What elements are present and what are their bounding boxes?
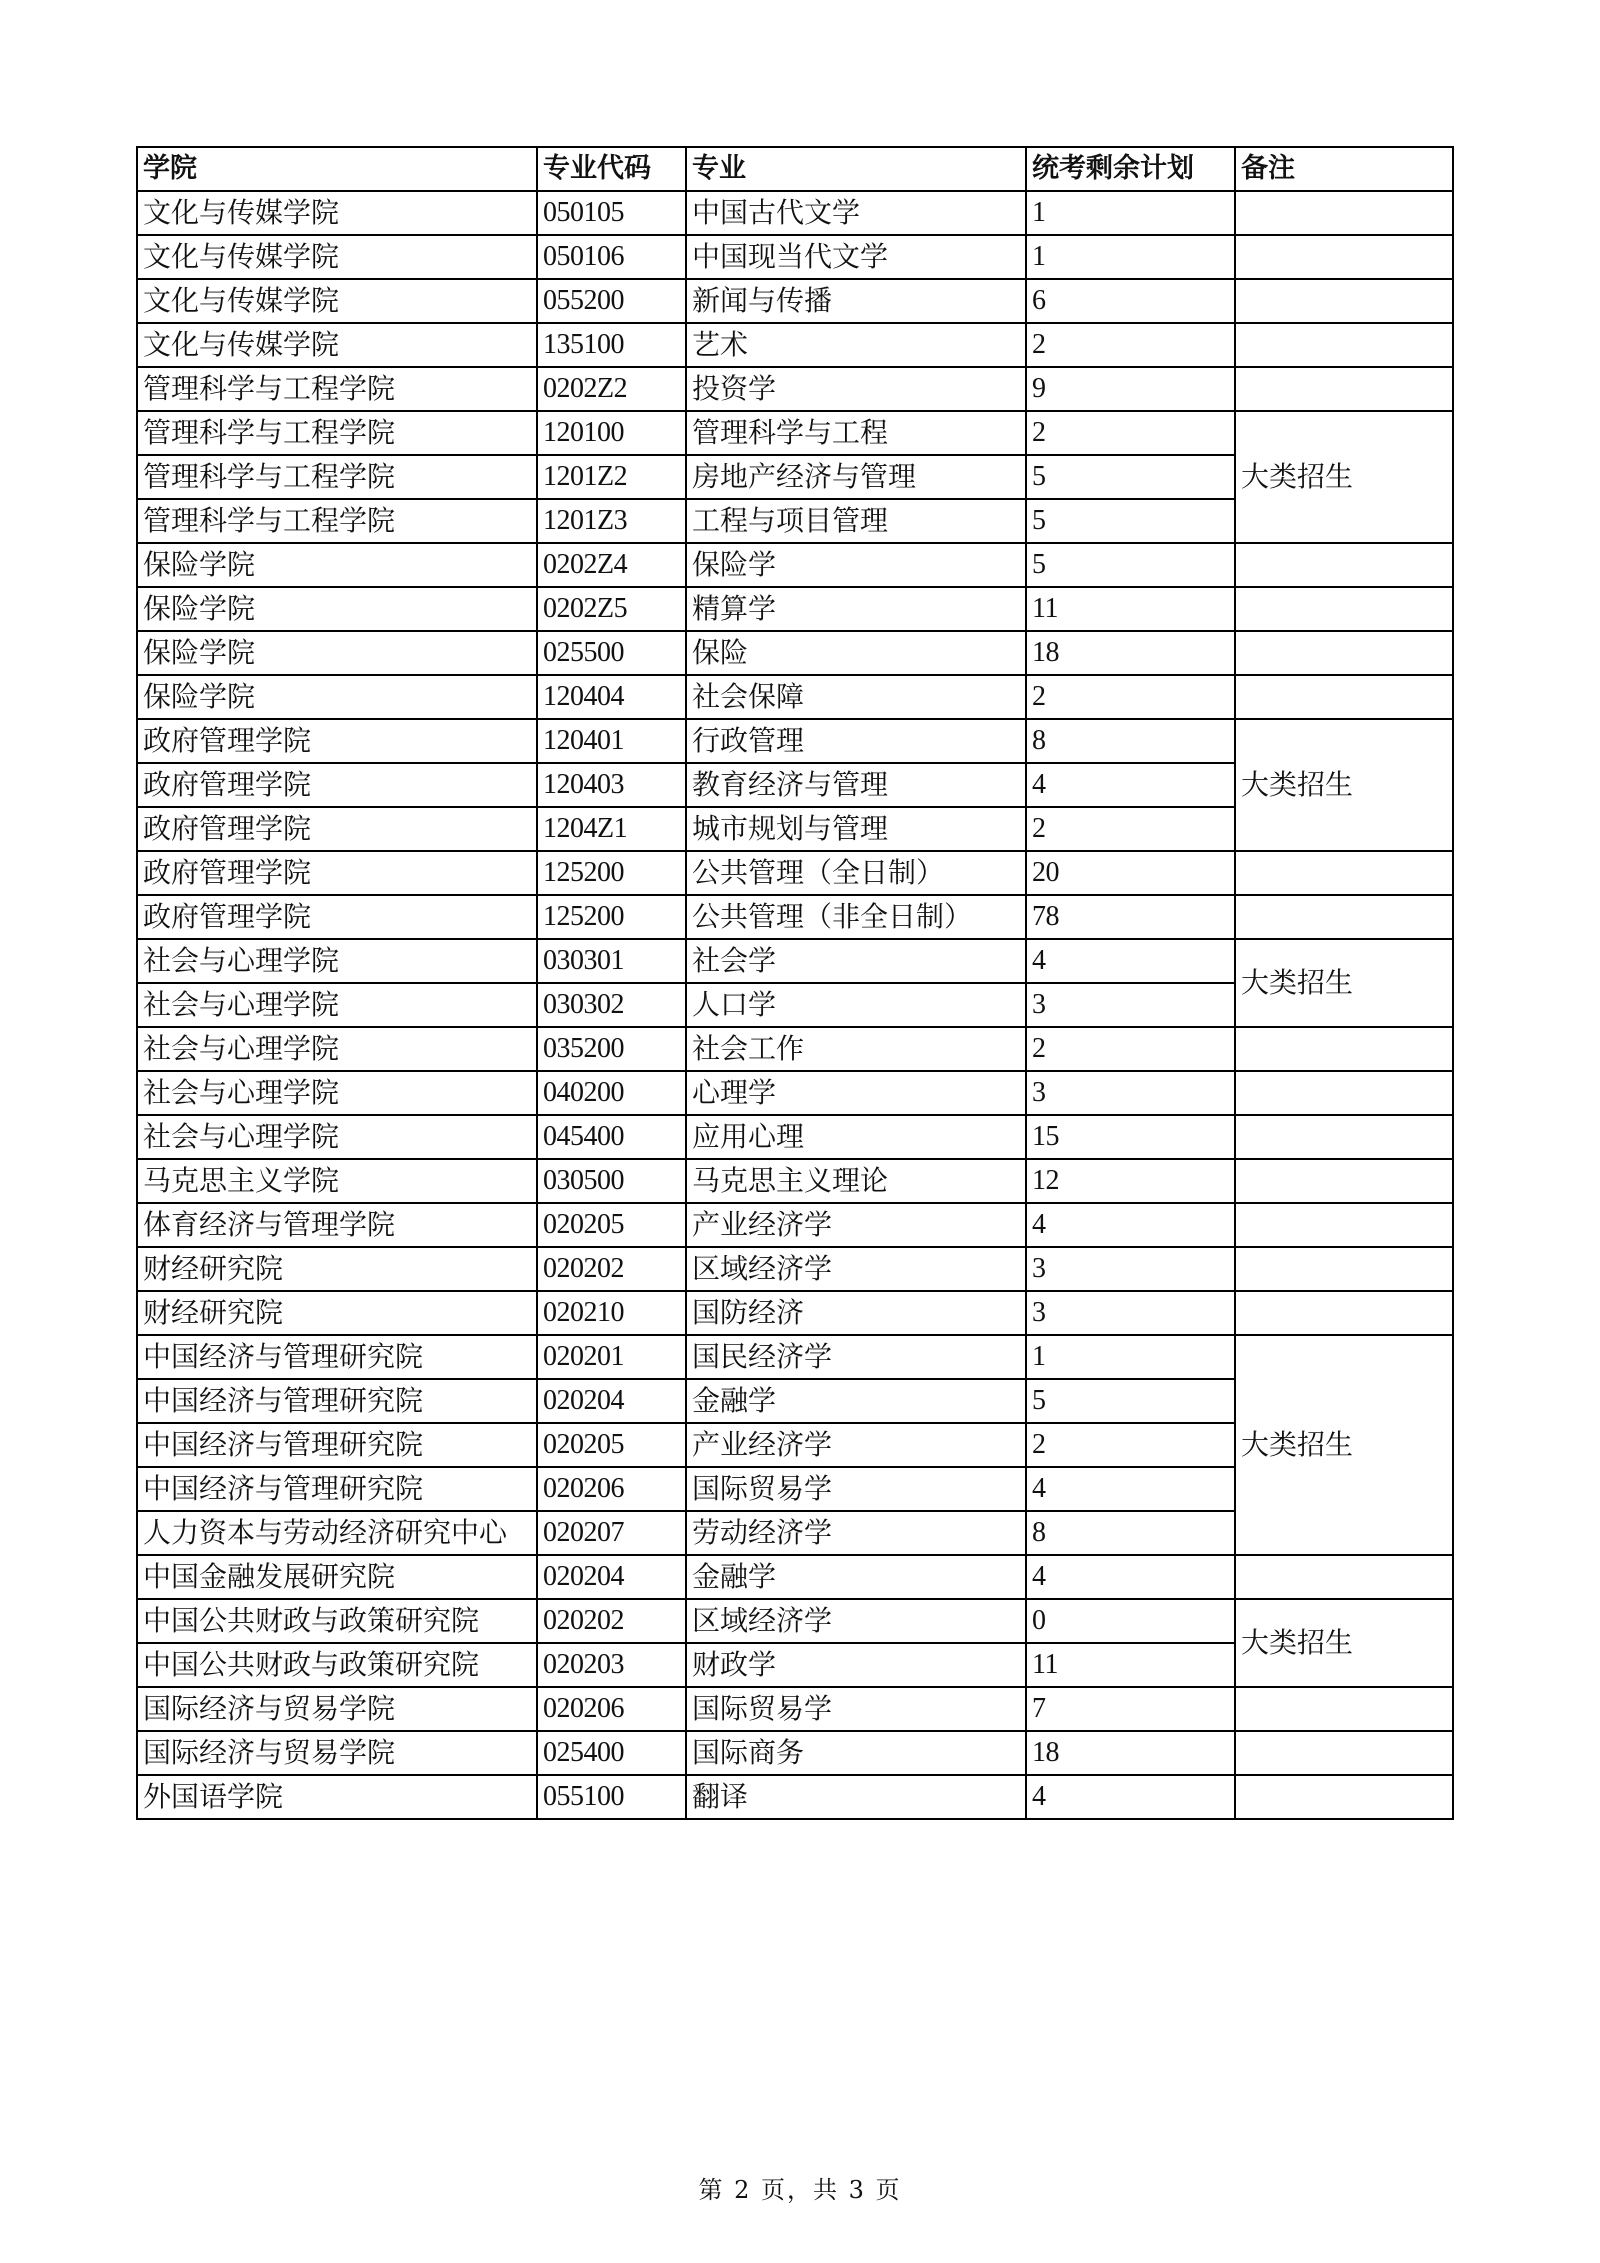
- remaining-quota-cell: 11: [1026, 1643, 1235, 1687]
- major-cell: 社会学: [686, 939, 1026, 983]
- remarks-cell: [1235, 675, 1453, 719]
- major-cell: 应用心理: [686, 1115, 1026, 1159]
- remaining-quota-cell: 5: [1026, 1379, 1235, 1423]
- major-code-cell: 020206: [537, 1687, 686, 1731]
- remarks-cell: [1235, 1247, 1453, 1291]
- remaining-quota-cell: 6: [1026, 279, 1235, 323]
- major-code-cell: 0202Z5: [537, 587, 686, 631]
- major-cell: 金融学: [686, 1379, 1026, 1423]
- college-cell: 中国金融发展研究院: [137, 1555, 537, 1599]
- remarks-cell: [1235, 1071, 1453, 1115]
- major-cell: 教育经济与管理: [686, 763, 1026, 807]
- remaining-quota-cell: 5: [1026, 455, 1235, 499]
- remaining-quota-cell: 3: [1026, 1247, 1235, 1291]
- remarks-cell: [1235, 631, 1453, 675]
- remaining-quota-cell: 20: [1026, 851, 1235, 895]
- college-cell: 管理科学与工程学院: [137, 367, 537, 411]
- remarks-cell: [1235, 1027, 1453, 1071]
- remarks-cell: [1235, 895, 1453, 939]
- major-cell: 城市规划与管理: [686, 807, 1026, 851]
- college-cell: 管理科学与工程学院: [137, 455, 537, 499]
- college-cell: 政府管理学院: [137, 895, 537, 939]
- remarks-cell: [1235, 191, 1453, 235]
- major-cell: 中国现当代文学: [686, 235, 1026, 279]
- remarks-cell: [1235, 1687, 1453, 1731]
- college-cell: 政府管理学院: [137, 851, 537, 895]
- college-cell: 人力资本与劳动经济研究中心: [137, 1511, 537, 1555]
- major-cell: 人口学: [686, 983, 1026, 1027]
- remarks-cell: [1235, 851, 1453, 895]
- remaining-quota-cell: 2: [1026, 1027, 1235, 1071]
- table-body: [137, 191, 1453, 1819]
- table-row: [137, 675, 1453, 719]
- college-cell: 管理科学与工程学院: [137, 411, 537, 455]
- table-row: [137, 1731, 1453, 1775]
- remaining-quota-cell: 78: [1026, 895, 1235, 939]
- table-row: [137, 411, 1453, 455]
- table-row: [137, 367, 1453, 411]
- college-cell: 财经研究院: [137, 1247, 537, 1291]
- major-code-cell: 0202Z4: [537, 543, 686, 587]
- header-major-code: 专业代码: [537, 147, 686, 191]
- table-row: [137, 1687, 1453, 1731]
- college-cell: 文化与传媒学院: [137, 323, 537, 367]
- major-code-cell: 1201Z2: [537, 455, 686, 499]
- page-number-footer: 第 2 页，共 3 页: [698, 2176, 902, 2204]
- table-row: [137, 939, 1453, 983]
- remarks-cell: [1235, 1291, 1453, 1335]
- major-cell: 区域经济学: [686, 1247, 1026, 1291]
- college-cell: 社会与心理学院: [137, 983, 537, 1027]
- header-remarks: 备注: [1235, 147, 1453, 191]
- remaining-quota-cell: 8: [1026, 719, 1235, 763]
- table-row: [137, 895, 1453, 939]
- remaining-quota-cell: 5: [1026, 499, 1235, 543]
- table-row: [137, 1247, 1453, 1291]
- college-cell: 国际经济与贸易学院: [137, 1731, 537, 1775]
- table-row: [137, 1071, 1453, 1115]
- major-code-cell: 0202Z2: [537, 367, 686, 411]
- remaining-quota-cell: 18: [1026, 1731, 1235, 1775]
- table-row: [137, 851, 1453, 895]
- major-cell: 投资学: [686, 367, 1026, 411]
- remaining-quota-cell: 2: [1026, 411, 1235, 455]
- remaining-quota-cell: 18: [1026, 631, 1235, 675]
- major-code-cell: 020204: [537, 1555, 686, 1599]
- major-cell: 产业经济学: [686, 1203, 1026, 1247]
- major-cell: 艺术: [686, 323, 1026, 367]
- major-cell: 精算学: [686, 587, 1026, 631]
- major-code-cell: 020210: [537, 1291, 686, 1335]
- remaining-quota-cell: 8: [1026, 1511, 1235, 1555]
- remaining-quota-cell: 3: [1026, 983, 1235, 1027]
- remarks-cell: [1235, 1115, 1453, 1159]
- major-cell: 行政管理: [686, 719, 1026, 763]
- college-cell: 财经研究院: [137, 1291, 537, 1335]
- college-cell: 体育经济与管理学院: [137, 1203, 537, 1247]
- college-cell: 社会与心理学院: [137, 1115, 537, 1159]
- remarks-cell: [1235, 367, 1453, 411]
- remaining-quota-cell: 1: [1026, 1335, 1235, 1379]
- remaining-quota-cell: 4: [1026, 1203, 1235, 1247]
- remarks-cell: [1235, 235, 1453, 279]
- college-cell: 政府管理学院: [137, 807, 537, 851]
- college-cell: 保险学院: [137, 675, 537, 719]
- remaining-quota-cell: 2: [1026, 807, 1235, 851]
- major-code-cell: 030500: [537, 1159, 686, 1203]
- major-code-cell: 035200: [537, 1027, 686, 1071]
- major-cell: 工程与项目管理: [686, 499, 1026, 543]
- remarks-cell: [1235, 1555, 1453, 1599]
- major-cell: 区域经济学: [686, 1599, 1026, 1643]
- table-row: [137, 543, 1453, 587]
- table-row: [137, 587, 1453, 631]
- remaining-quota-cell: 4: [1026, 1555, 1235, 1599]
- remarks-cell: [1235, 587, 1453, 631]
- major-cell: 保险学: [686, 543, 1026, 587]
- remaining-quota-cell: 1: [1026, 191, 1235, 235]
- major-cell: 国际商务: [686, 1731, 1026, 1775]
- table-row: [137, 631, 1453, 675]
- remaining-quota-cell: 11: [1026, 587, 1235, 631]
- remarks-cell: 大类招生: [1235, 1335, 1453, 1555]
- major-code-cell: 020201: [537, 1335, 686, 1379]
- major-cell: 公共管理（非全日制）: [686, 895, 1026, 939]
- major-cell: 新闻与传播: [686, 279, 1026, 323]
- college-cell: 政府管理学院: [137, 763, 537, 807]
- major-code-cell: 120403: [537, 763, 686, 807]
- major-code-cell: 030302: [537, 983, 686, 1027]
- remaining-quota-cell: 4: [1026, 1467, 1235, 1511]
- remarks-cell: [1235, 323, 1453, 367]
- major-code-cell: 055100: [537, 1775, 686, 1819]
- remaining-quota-cell: 1: [1026, 235, 1235, 279]
- major-cell: 国防经济: [686, 1291, 1026, 1335]
- table-row: [137, 279, 1453, 323]
- major-code-cell: 025400: [537, 1731, 686, 1775]
- remarks-cell: 大类招生: [1235, 719, 1453, 851]
- major-code-cell: 020202: [537, 1247, 686, 1291]
- major-code-cell: 120401: [537, 719, 686, 763]
- college-cell: 政府管理学院: [137, 719, 537, 763]
- table-row: [137, 1555, 1453, 1599]
- remarks-cell: [1235, 543, 1453, 587]
- remarks-cell: [1235, 1203, 1453, 1247]
- remarks-cell: [1235, 1775, 1453, 1819]
- major-cell: 国际贸易学: [686, 1687, 1026, 1731]
- major-cell: 社会工作: [686, 1027, 1026, 1071]
- remarks-cell: 大类招生: [1235, 411, 1453, 543]
- remaining-quota-cell: 9: [1026, 367, 1235, 411]
- major-code-cell: 1201Z3: [537, 499, 686, 543]
- table-row: [137, 1203, 1453, 1247]
- college-cell: 中国经济与管理研究院: [137, 1467, 537, 1511]
- college-cell: 国际经济与贸易学院: [137, 1687, 537, 1731]
- major-code-cell: 135100: [537, 323, 686, 367]
- table-row: [137, 1775, 1453, 1819]
- remaining-quota-cell: 5: [1026, 543, 1235, 587]
- major-cell: 金融学: [686, 1555, 1026, 1599]
- header-major: 专业: [686, 147, 1026, 191]
- remaining-quota-cell: 2: [1026, 1423, 1235, 1467]
- college-cell: 社会与心理学院: [137, 1071, 537, 1115]
- major-code-cell: 020203: [537, 1643, 686, 1687]
- remaining-quota-cell: 0: [1026, 1599, 1235, 1643]
- table-row: [137, 191, 1453, 235]
- college-cell: 保险学院: [137, 587, 537, 631]
- table-row: [137, 235, 1453, 279]
- header-college: 学院: [137, 147, 537, 191]
- college-cell: 文化与传媒学院: [137, 235, 537, 279]
- major-cell: 社会保障: [686, 675, 1026, 719]
- college-cell: 文化与传媒学院: [137, 279, 537, 323]
- college-cell: 社会与心理学院: [137, 939, 537, 983]
- major-code-cell: 020207: [537, 1511, 686, 1555]
- major-cell: 劳动经济学: [686, 1511, 1026, 1555]
- major-code-cell: 020205: [537, 1203, 686, 1247]
- major-cell: 产业经济学: [686, 1423, 1026, 1467]
- major-code-cell: 120404: [537, 675, 686, 719]
- remarks-cell: [1235, 279, 1453, 323]
- remaining-quota-cell: 4: [1026, 939, 1235, 983]
- major-code-cell: 020206: [537, 1467, 686, 1511]
- college-cell: 文化与传媒学院: [137, 191, 537, 235]
- major-code-cell: 020204: [537, 1379, 686, 1423]
- major-cell: 国际贸易学: [686, 1467, 1026, 1511]
- remarks-cell: [1235, 1731, 1453, 1775]
- major-code-cell: 020202: [537, 1599, 686, 1643]
- remaining-quota-cell: 3: [1026, 1291, 1235, 1335]
- remaining-quota-cell: 4: [1026, 763, 1235, 807]
- major-code-cell: 1204Z1: [537, 807, 686, 851]
- table-row: [137, 1159, 1453, 1203]
- major-cell: 管理科学与工程: [686, 411, 1026, 455]
- college-cell: 保险学院: [137, 631, 537, 675]
- table-row: [137, 1027, 1453, 1071]
- remaining-quota-cell: 7: [1026, 1687, 1235, 1731]
- major-cell: 中国古代文学: [686, 191, 1026, 235]
- major-code-cell: 030301: [537, 939, 686, 983]
- major-code-cell: 050106: [537, 235, 686, 279]
- major-code-cell: 125200: [537, 851, 686, 895]
- table-row: [137, 1335, 1453, 1379]
- major-cell: 房地产经济与管理: [686, 455, 1026, 499]
- major-cell: 心理学: [686, 1071, 1026, 1115]
- major-code-cell: 055200: [537, 279, 686, 323]
- table-row: [137, 1291, 1453, 1335]
- table-row: [137, 323, 1453, 367]
- table-row: [137, 1115, 1453, 1159]
- remaining-quota-cell: 2: [1026, 323, 1235, 367]
- college-cell: 中国公共财政与政策研究院: [137, 1599, 537, 1643]
- remaining-quota-cell: 12: [1026, 1159, 1235, 1203]
- remarks-cell: 大类招生: [1235, 939, 1453, 1027]
- major-cell: 财政学: [686, 1643, 1026, 1687]
- college-cell: 管理科学与工程学院: [137, 499, 537, 543]
- college-cell: 中国经济与管理研究院: [137, 1379, 537, 1423]
- remaining-quota-cell: 15: [1026, 1115, 1235, 1159]
- major-code-cell: 125200: [537, 895, 686, 939]
- college-cell: 外国语学院: [137, 1775, 537, 1819]
- table-header-row: [137, 147, 1453, 191]
- major-cell: 国民经济学: [686, 1335, 1026, 1379]
- college-cell: 中国经济与管理研究院: [137, 1335, 537, 1379]
- major-cell: 保险: [686, 631, 1026, 675]
- college-cell: 中国公共财政与政策研究院: [137, 1643, 537, 1687]
- remaining-quota-cell: 4: [1026, 1775, 1235, 1819]
- major-code-cell: 050105: [537, 191, 686, 235]
- major-code-cell: 045400: [537, 1115, 686, 1159]
- college-cell: 保险学院: [137, 543, 537, 587]
- college-cell: 中国经济与管理研究院: [137, 1423, 537, 1467]
- table-row: [137, 1599, 1453, 1643]
- remarks-cell: 大类招生: [1235, 1599, 1453, 1687]
- major-code-cell: 020205: [537, 1423, 686, 1467]
- remaining-quota-cell: 2: [1026, 675, 1235, 719]
- college-cell: 社会与心理学院: [137, 1027, 537, 1071]
- college-cell: 马克思主义学院: [137, 1159, 537, 1203]
- table-row: [137, 719, 1453, 763]
- major-code-cell: 120100: [537, 411, 686, 455]
- header-remaining-quota: 统考剩余计划: [1026, 147, 1235, 191]
- major-code-cell: 025500: [537, 631, 686, 675]
- remarks-cell: [1235, 1159, 1453, 1203]
- major-cell: 公共管理（全日制）: [686, 851, 1026, 895]
- major-code-cell: 040200: [537, 1071, 686, 1115]
- remaining-quota-cell: 3: [1026, 1071, 1235, 1115]
- major-cell: 翻译: [686, 1775, 1026, 1819]
- remaining-quota-table: [136, 146, 1454, 1820]
- major-cell: 马克思主义理论: [686, 1159, 1026, 1203]
